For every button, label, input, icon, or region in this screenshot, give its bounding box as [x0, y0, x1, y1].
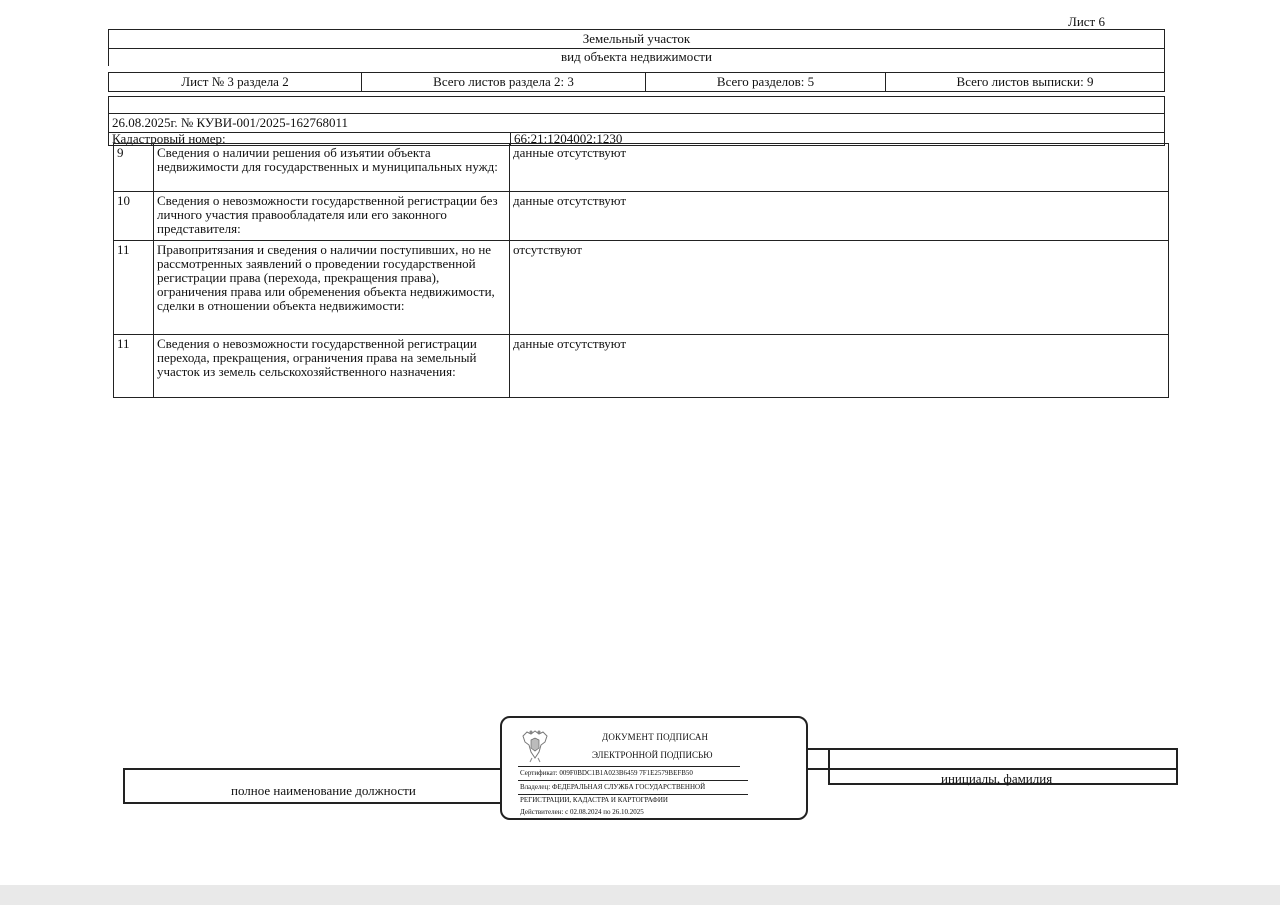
row-label: Сведения о наличии решения об изъятии объекта недвижимости для государственных и муниципальных нужд: [154, 144, 510, 192]
total-sections: Всего разделов: 5 [646, 73, 886, 91]
sig-outer-bottom [123, 802, 503, 804]
sheet-of-section: Лист № 3 раздела 2 [109, 73, 362, 91]
coat-of-arms-icon [520, 728, 550, 764]
date-number-row [108, 113, 1165, 132]
info-table [113, 143, 1169, 398]
sig-right-top [808, 748, 1178, 750]
name-caption: инициалы, фамилия [941, 771, 1053, 786]
sheet-label: Лист 6 [1068, 14, 1105, 29]
row-value: отсутствуют [510, 241, 1169, 335]
sig-right-divider [828, 748, 830, 784]
date-number: 26.08.2025г. № КУВИ-001/2025-162768011 [112, 115, 348, 130]
sig-right-mid [808, 768, 1178, 770]
row-label: Сведения о невозможности государственной регистрации без личного участия правообладателя или его законного представителя: [154, 192, 510, 241]
table-row [114, 192, 1169, 241]
spacer-row [108, 96, 1165, 113]
row-number: 11 [114, 241, 154, 335]
sheets-info-row [108, 72, 1165, 92]
sig-outer-top [123, 768, 503, 770]
row-label: Сведения о невозможности государственной регистрации перехода, прекращения, ограничения права на земельный участок из земель сельскохозяйственного назначения: [154, 335, 510, 398]
table-row [114, 335, 1169, 398]
table-row [114, 241, 1169, 335]
stamp-certificate: Сертификат: 009F0BDC1B1A023B6459 7F1E2579BEFB50 [520, 769, 693, 777]
cadastral-label: Кадастровый номер: [109, 133, 511, 145]
row-value: данные отсутствуют [510, 192, 1169, 241]
stamp-title: ДОКУМЕНТ ПОДПИСАН [602, 732, 709, 742]
sig-right-edge [1176, 748, 1178, 784]
row-number: 11 [114, 335, 154, 398]
position-caption: полное наименование должности [231, 783, 416, 798]
row-value: данные отсутствуют [510, 335, 1169, 398]
object-type-caption: вид объекта недвижимости [561, 49, 712, 64]
stamp-validity: Действителен: с 02.08.2024 по 26.10.2025 [520, 808, 644, 816]
object-name: Земельный участок [582, 31, 691, 46]
stamp-line-1 [518, 766, 740, 767]
table-row [114, 144, 1169, 192]
cadastral-value: 66:21:1204002:1230 [514, 133, 623, 145]
object-name-row [108, 29, 1165, 48]
stamp-owner-line2: РЕГИСТРАЦИИ, КАДАСТРА И КАРТОГРАФИИ [520, 796, 668, 804]
stamp-line-2 [518, 780, 748, 781]
row-number: 9 [114, 144, 154, 192]
stamp-subtitle: ЭЛЕКТРОННОЙ ПОДПИСЬЮ [592, 750, 713, 760]
object-type-row [108, 48, 1165, 66]
row-number: 10 [114, 192, 154, 241]
page-bottom-edge [0, 885, 1280, 905]
sig-outer-left [123, 768, 125, 803]
row-value: данные отсутствуют [510, 144, 1169, 192]
e-signature-stamp [500, 716, 808, 820]
row-label: Правопритязания и сведения о наличии поступивших, но не рассмотренных заявлений о проведении государственной регистрации права (перехода, прекращения права), ограничения права или обременения объекта недвижимости, сделки в отношении объекта недвижимости: [154, 241, 510, 335]
stamp-owner-line1: Владелец: ФЕДЕРАЛЬНАЯ СЛУЖБА ГОСУДАРСТВЕННОЙ [520, 783, 706, 791]
stamp-line-3 [518, 794, 748, 795]
total-sheets-extract: Всего листов выписки: 9 [956, 74, 1094, 89]
total-sheets-section: Всего листов раздела 2: 3 [362, 73, 646, 91]
